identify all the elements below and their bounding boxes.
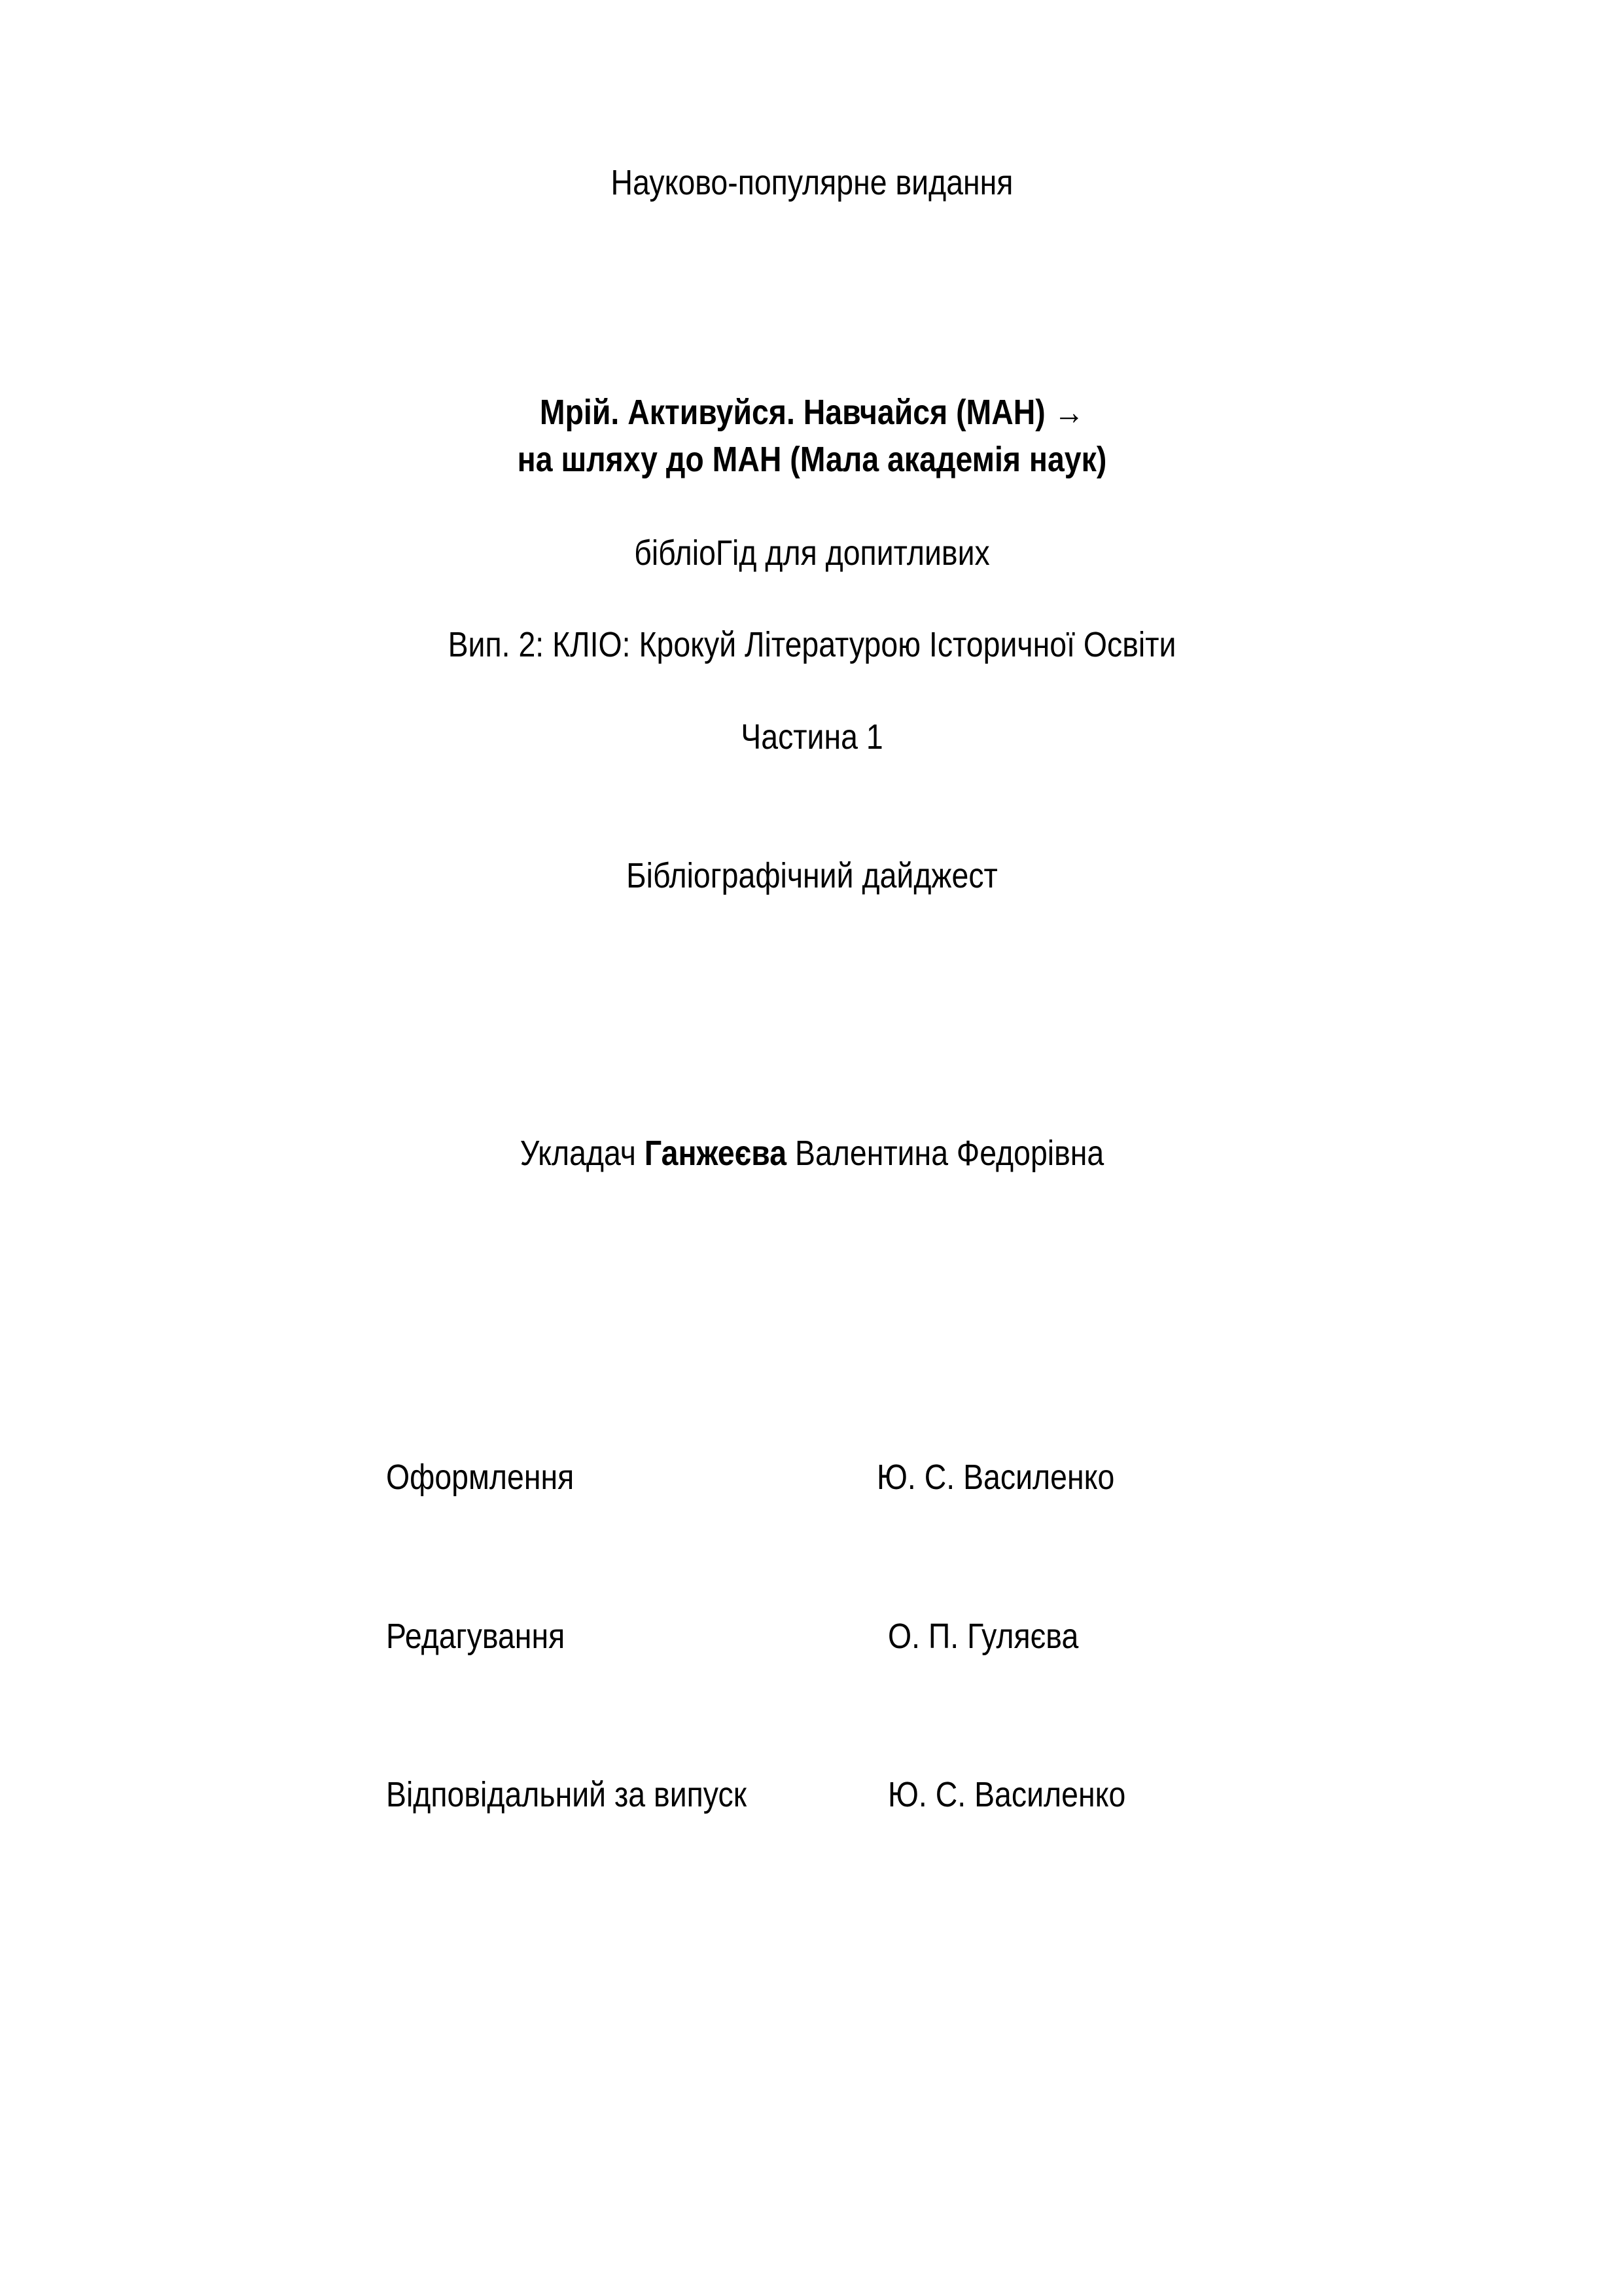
compiler-names: Валентина Федорівна [794,1134,1104,1173]
compiler-surname: Ганжеєва [644,1134,787,1173]
credit-person: Ю. С. Василенко [877,1458,1115,1497]
credit-role: Відповідальний за випуск [386,1775,747,1814]
credit-person: Ю. С. Василенко [888,1775,1126,1814]
part-number: Частина 1 [741,717,883,757]
genre-label: Бібліографічний дайджест [626,856,998,895]
publication-type: Науково-популярне видання [610,163,1014,202]
series-name: бібліоГід для допитливих [634,533,990,573]
credit-role: Редагування [386,1617,565,1656]
credit-role: Оформлення [386,1458,574,1497]
credit-row-design [386,1456,1302,1498]
credit-row-responsible [386,1774,1302,1816]
title-line-2: на шляху до МАН (Мала академія наук) [517,440,1107,479]
compiler-line [114,1132,1511,1174]
credit-person: О. П. Гуляєва [888,1617,1079,1656]
title-line-1: Мрій. Активуйся. Навчайся (МАН) → [539,393,1085,432]
issue-title: Вип. 2: КЛІО: Крокуй Літературою Історичної Освіти [448,625,1176,664]
compiler-prefix: Укладач [520,1134,636,1173]
credit-row-editing [386,1615,1302,1657]
